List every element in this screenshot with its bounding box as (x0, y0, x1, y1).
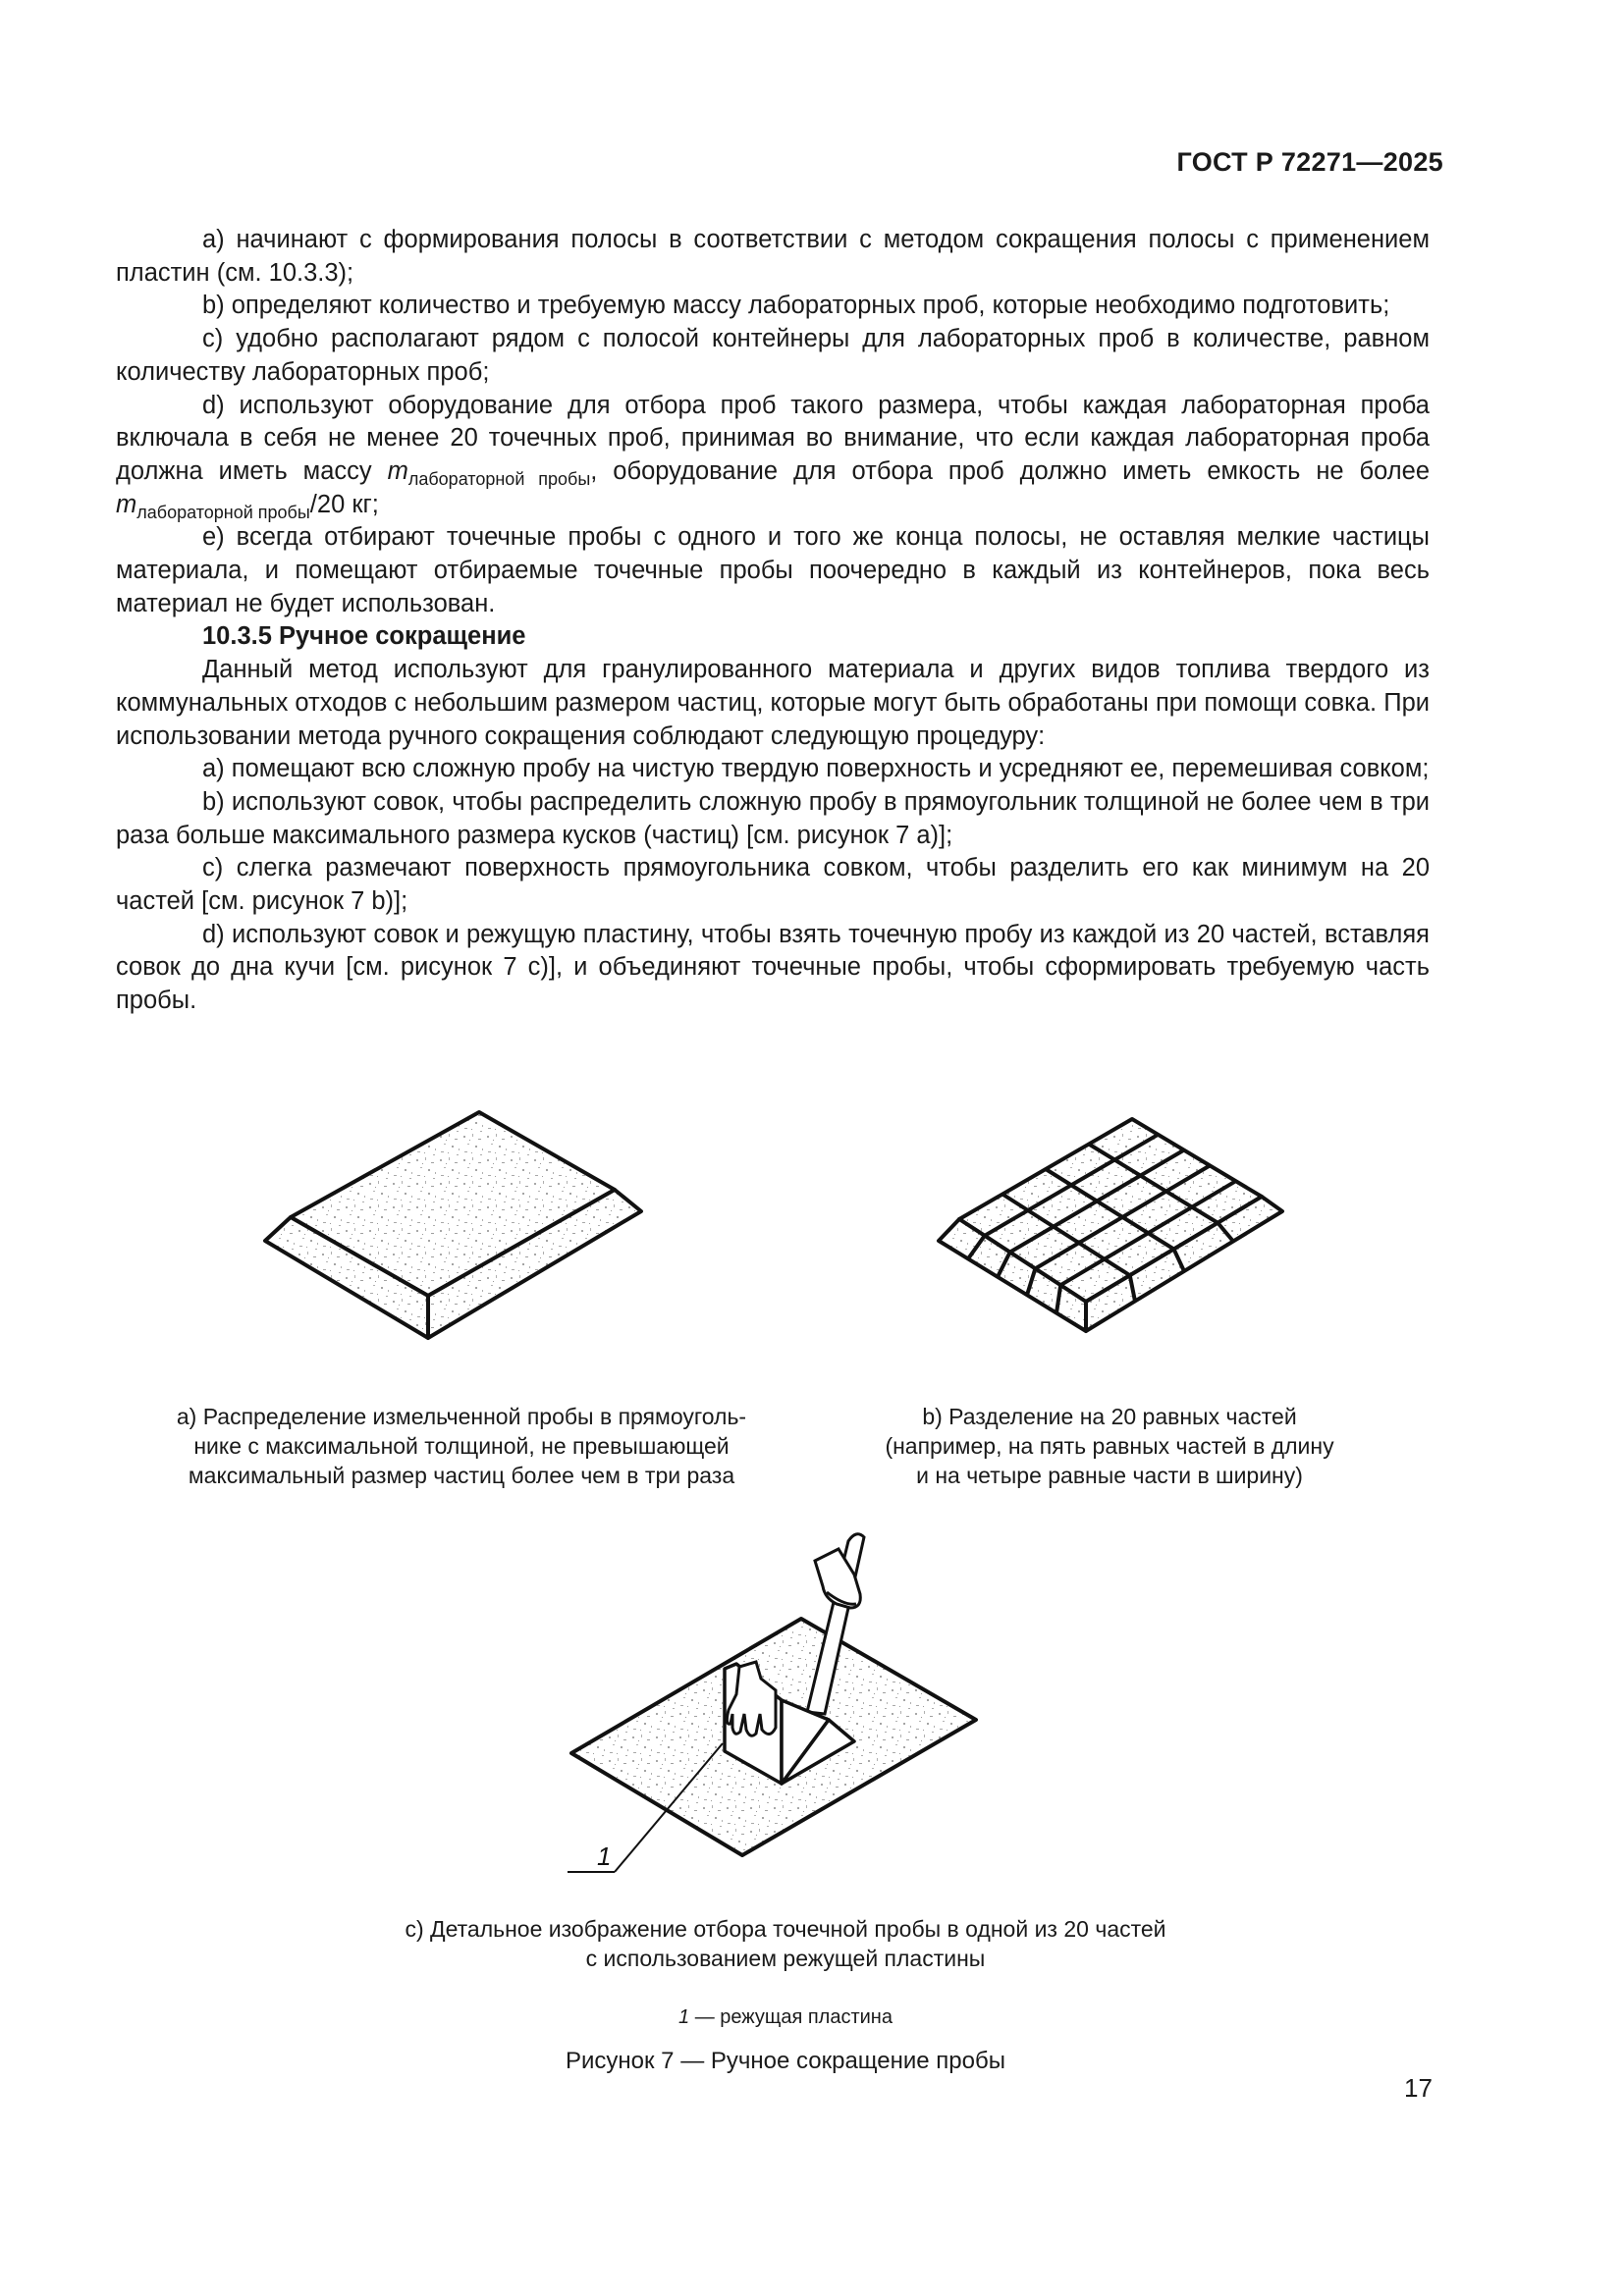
mass-symbol: m (116, 490, 137, 518)
paragraph-intro: Данный метод используют для гранулированного материала и других видов топлива твердого из коммунальных отходов с небольшим размером частиц, которые могут быть обработаны при помощи совка. При использовании метода ручного сокращения соблюдают следующую процедуру: (116, 656, 1430, 750)
caption-line: нике с максимальной толщиной, не превышающей (193, 1433, 730, 1459)
page-number: 17 (1404, 2073, 1433, 2103)
paragraph-d-strip (116, 390, 1430, 522)
paragraph-d-manual: d) используют совок и режущую пластину, чтобы взять точечную пробу из каждой из 20 частей, вставляя совок до дна кучи [см. рисунок 7 c)], и объединяют точечные пробы, чтобы сформировать требуемую часть пробы. (116, 920, 1430, 1015)
caption-line: максимальный размер частиц более чем в три раза (188, 1463, 735, 1488)
paragraph-a-manual: a) помещают всю сложную пробу на чистую твердую поверхность и усредняют ее, перемешивая совком; (202, 755, 1430, 783)
figure-a-rectangle-pile (226, 1109, 668, 1364)
caption-c (295, 1914, 1276, 1973)
caption-line: a) Распределение измельченной пробы в прямоуголь- (176, 1404, 747, 1429)
figure-title: Рисунок 7 — Ручное сокращение пробы (566, 2048, 1005, 2074)
figure-legend (295, 2002, 1276, 2032)
legend-number: 1 (678, 2006, 690, 2028)
paragraph-b-strip: b) определяют количество и требуемую массу лабораторных проб, которые необходимо подготовить; (202, 292, 1390, 320)
paragraph-c-manual: c) слегка размечают поверхность прямоугольника совком, чтобы разделить его как минимум на 20 частей [см. рисунок 7 b)]; (116, 854, 1430, 916)
paragraph-a-strip: a) начинают с формирования полосы в соответствии с методом сокращения полосы с применением пластин (см. 10.3.3); (116, 226, 1430, 287)
document-header: ГОСТ Р 72271—2025 (1176, 147, 1443, 177)
body-text (116, 224, 1430, 1018)
mass-subscript: лабораторной пробы (407, 468, 591, 489)
legend-text: — режущая пластина (689, 2006, 893, 2028)
caption-b (835, 1402, 1384, 1490)
caption-line: (например, на пять равных частей в длину (885, 1433, 1334, 1459)
caption-a (137, 1402, 785, 1490)
figure-c-sampling-detail (560, 1522, 1070, 1895)
text-span: /20 кг; (309, 490, 379, 518)
paragraph-e-strip: e) всегда отбирают точечные пробы с одного и того же конца полосы, не оставляя мелкие частицы материала, и помещают отбираемые точечные пробы поочередно в каждый из контейнеров, пока весь материал не будет использован. (116, 523, 1430, 617)
section-heading: 10.3.5 Ручное сокращение (202, 622, 526, 651)
text-span: d) используют оборудование для отбора проб такого размера, чтобы каждая лабораторная проба включала в себя не менее 20 точечных проб, принимая во внимание, что если каждая лабораторная проба должна иметь массу (116, 391, 1430, 485)
paragraph-b-manual: b) используют совок, чтобы распределить сложную пробу в прямоугольник толщиной не более чем в три раза больше максимального размера кусков (частиц) [см. рисунок 7 a)]; (116, 787, 1430, 849)
caption-line: c) Детальное изображение отбора точечной пробы в одной из 20 частей (405, 1916, 1166, 1942)
callout-label: 1 (597, 1842, 612, 1871)
mass-symbol: m (387, 456, 408, 485)
caption-line: b) Разделение на 20 равных частей (922, 1404, 1297, 1429)
caption-line: и на четыре равные части в ширину) (916, 1463, 1303, 1488)
text-span: , оборудование для отбора проб должно иметь емкость не более (590, 456, 1431, 485)
caption-line: с использованием режущей пластины (585, 1946, 986, 1971)
mass-subscript: лабораторной пробы (136, 502, 310, 522)
paragraph-c-strip: c) удобно располагают рядом с полосой контейнеры для лабораторных проб в количестве, равном количеству лабораторных проб; (116, 325, 1430, 386)
figure-b-grid-pile (923, 1109, 1316, 1345)
